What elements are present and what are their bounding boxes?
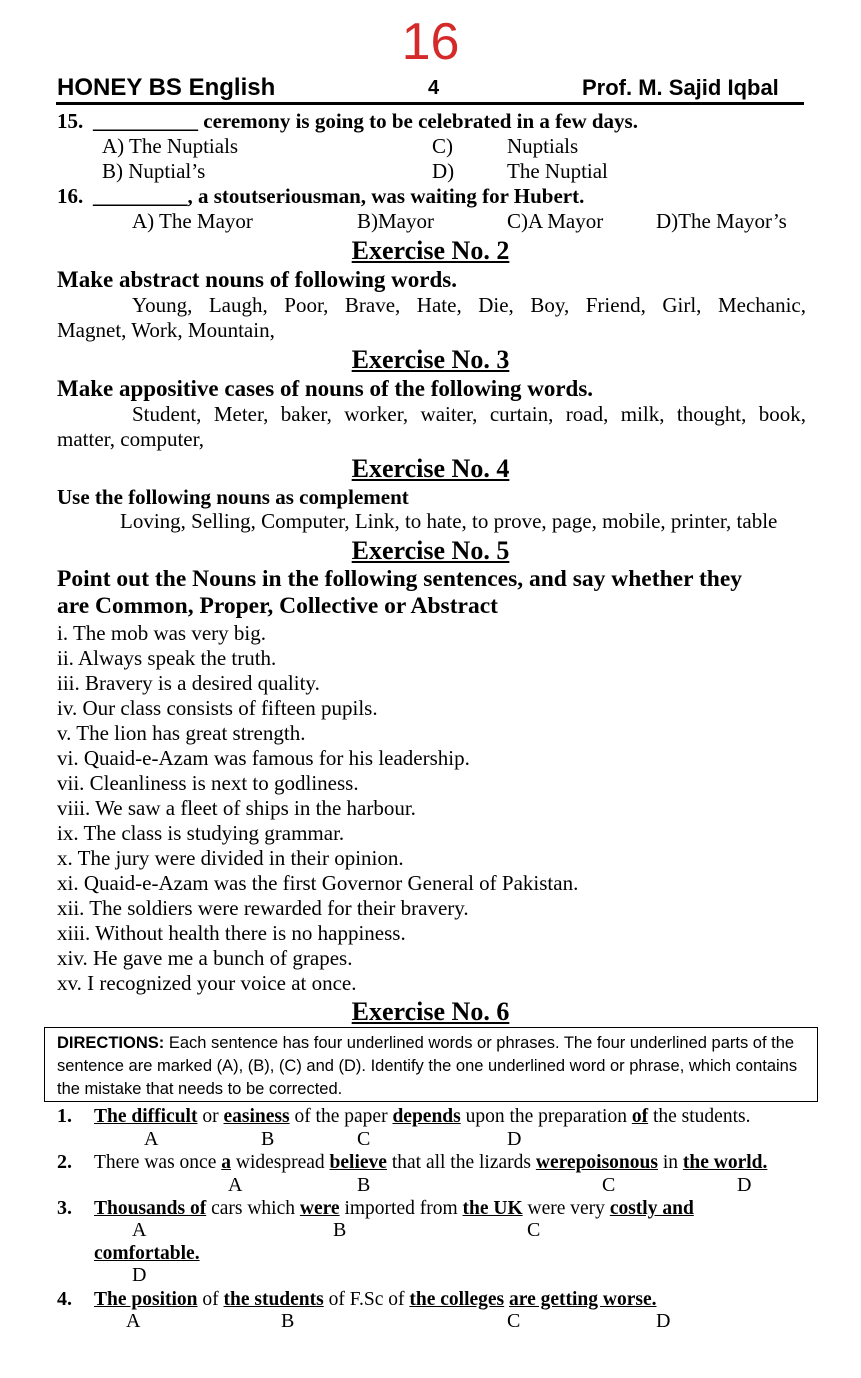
q16-number: 16.: [57, 184, 84, 208]
underlined-phrase: the UK: [462, 1198, 523, 1219]
underlined-phrase: The position: [94, 1289, 198, 1310]
label-c: C: [602, 1174, 616, 1196]
exercise-4-words: Loving, Selling, Computer, Link, to hate, to prove, page, mobile, printer, table: [120, 509, 778, 533]
label-d: D: [507, 1128, 522, 1150]
underlined-phrase: The difficult: [94, 1106, 198, 1127]
exercise-5-sentence: viii. We saw a fleet of ships in the harbour.: [57, 796, 416, 820]
underlined-phrase: the world.: [682, 1152, 768, 1173]
exercise-5-sentence: ix. The class is studying grammar.: [57, 821, 345, 845]
exercise-5-title: Exercise No. 5: [351, 536, 510, 565]
underlined-phrase: a: [221, 1152, 231, 1173]
ex6-q1-number: 1.: [57, 1105, 72, 1127]
ex6-q4-number: 4.: [57, 1288, 72, 1310]
label-c: C: [357, 1128, 371, 1150]
directions-label: DIRECTIONS:: [57, 1034, 165, 1052]
exercise-2-title: Exercise No. 2: [351, 236, 510, 265]
label-d: D: [656, 1310, 671, 1332]
underlined-phrase: are getting worse.: [509, 1289, 657, 1310]
exercise-4-title: Exercise No. 4: [351, 454, 510, 483]
exercise-3-words-line2: matter, computer,: [57, 427, 205, 451]
ex6-q3-continuation: [94, 1241, 200, 1266]
underlined-phrase: comfortable.: [94, 1243, 200, 1264]
directions-box: [44, 1027, 818, 1102]
ex6-q1-sentence: The difficult or easiness of the paper depends upon the preparation of the students.: [94, 1106, 751, 1127]
header-chapter-number: 4: [428, 77, 440, 99]
exercise-2-words-line1: Young, Laugh, Poor, Brave, Hate, Die, Boy, Friend, Girl, Mechanic,: [132, 293, 806, 317]
underlined-phrase: costly and: [609, 1198, 694, 1219]
exercise-3-instruction: Make appositive cases of nouns of the following words.: [57, 376, 594, 401]
underlined-phrase: the students: [223, 1289, 324, 1310]
page-number: 16: [401, 13, 460, 71]
ex6-q2-number: 2.: [57, 1151, 72, 1173]
exercise-5-instruction-line1: Point out the Nouns in the following sentences, and say whether they: [57, 566, 743, 592]
exercise-4-instruction: Use the following nouns as complement: [57, 485, 409, 509]
label-b: B: [281, 1310, 295, 1332]
header-author: Prof. M. Sajid Iqbal: [582, 75, 779, 100]
ex6-q4-sentence: The position of the students of F.Sc of the colleges are getting worse.: [94, 1289, 657, 1310]
q16-option-a: A) The Mayor: [132, 209, 253, 233]
q15-option-d-letter: D): [432, 159, 455, 183]
exercise-5-sentence: vi. Quaid-e-Azam was famous for his leadership.: [57, 746, 470, 770]
underlined-phrase: easiness: [223, 1106, 290, 1127]
label-a: A: [132, 1219, 147, 1241]
label-a: A: [228, 1174, 243, 1196]
exercise-5-sentence: iii. Bravery is a desired quality.: [57, 671, 320, 695]
underlined-phrase: the colleges: [409, 1289, 505, 1310]
exercise-2-instruction: Make abstract nouns of following words.: [57, 267, 457, 292]
exercise-3-title: Exercise No. 3: [351, 345, 510, 374]
header-rule: [56, 102, 804, 105]
exercise-6-title: Exercise No. 6: [351, 997, 510, 1026]
exercise-5-instruction-line2: are Common, Proper, Collective or Abstract: [57, 593, 498, 619]
exercise-5-sentence: ii. Always speak the truth.: [57, 646, 277, 670]
underlined-phrase: believe: [329, 1152, 387, 1173]
label-b: B: [333, 1219, 347, 1241]
underlined-phrase: depends: [392, 1106, 461, 1127]
exercise-2-words-line2: Magnet, Work, Mountain,: [57, 318, 275, 342]
label-d: D: [132, 1264, 147, 1286]
exercise-5-sentence: xii. The soldiers were rewarded for their bravery.: [57, 896, 469, 920]
underlined-phrase: of: [631, 1106, 649, 1127]
exercise-5-sentence: i. The mob was very big.: [57, 621, 266, 645]
label-a: A: [144, 1128, 159, 1150]
label-b: B: [357, 1174, 371, 1196]
exercise-5-sentence: xiii. Without health there is no happiness.: [57, 921, 406, 945]
exercise-5-sentence: xi. Quaid-e-Azam was the first Governor General of Pakistan.: [57, 871, 579, 895]
label-c: C: [527, 1219, 541, 1241]
label-c: C: [507, 1310, 521, 1332]
ex6-q3-number: 3.: [57, 1197, 72, 1219]
q16-option-d: D)The Mayor’s: [656, 209, 787, 233]
directions-text: Each sentence has four underlined words or phrases. The four underlined parts of the sentence are marked (A), (B), (C) and (D). Identify the one underlined word or phrase, which contains the mistake that needs to be corrected.: [57, 1034, 798, 1098]
q15-stem: __________ ceremony is going to be celebrated in a few days.: [93, 109, 638, 133]
ex6-q2-sentence: There was once a widespread believe that all the lizards werepoisonous in the world.: [94, 1152, 768, 1173]
q16-option-b: B)Mayor: [357, 209, 434, 233]
q15-option-d: The Nuptial: [507, 159, 608, 183]
q15-number: 15.: [57, 109, 84, 133]
exercise-5-sentence: xiv. He gave me a bunch of grapes.: [57, 946, 353, 970]
q15-option-b: B) Nuptial’s: [102, 159, 206, 183]
exercise-3-words-line1: Student, Meter, baker, worker, waiter, curtain, road, milk, thought, book,: [132, 402, 806, 426]
exercise-5-sentence: x. The jury were divided in their opinion.: [57, 846, 404, 870]
q15-option-c: Nuptials: [507, 134, 579, 158]
underlined-phrase: werepoisonous: [535, 1152, 658, 1173]
exercise-5-sentence: xv. I recognized your voice at once.: [57, 971, 357, 995]
q15-option-c-letter: C): [432, 134, 453, 158]
label-a: A: [126, 1310, 141, 1332]
underlined-phrase: Thousands of: [94, 1198, 207, 1219]
exercise-5-sentence: vii. Cleanliness is next to godliness.: [57, 771, 359, 795]
label-b: B: [261, 1128, 275, 1150]
q15-option-a: A) The Nuptials: [102, 134, 239, 158]
exercise-5-sentence: v. The lion has great strength.: [57, 721, 306, 745]
exercise-5-sentence: iv. Our class consists of fifteen pupils.: [57, 696, 378, 720]
header-book-title: HONEY BS English: [57, 74, 276, 101]
q16-option-c: C)A Mayor: [507, 209, 604, 233]
q16-stem: _________, a stoutseriousman, was waiting for Hubert.: [93, 184, 585, 208]
underlined-phrase: were: [299, 1198, 340, 1219]
label-d: D: [737, 1174, 752, 1196]
ex6-q3-sentence: Thousands of cars which were imported from the UK were very costly and: [94, 1198, 694, 1219]
